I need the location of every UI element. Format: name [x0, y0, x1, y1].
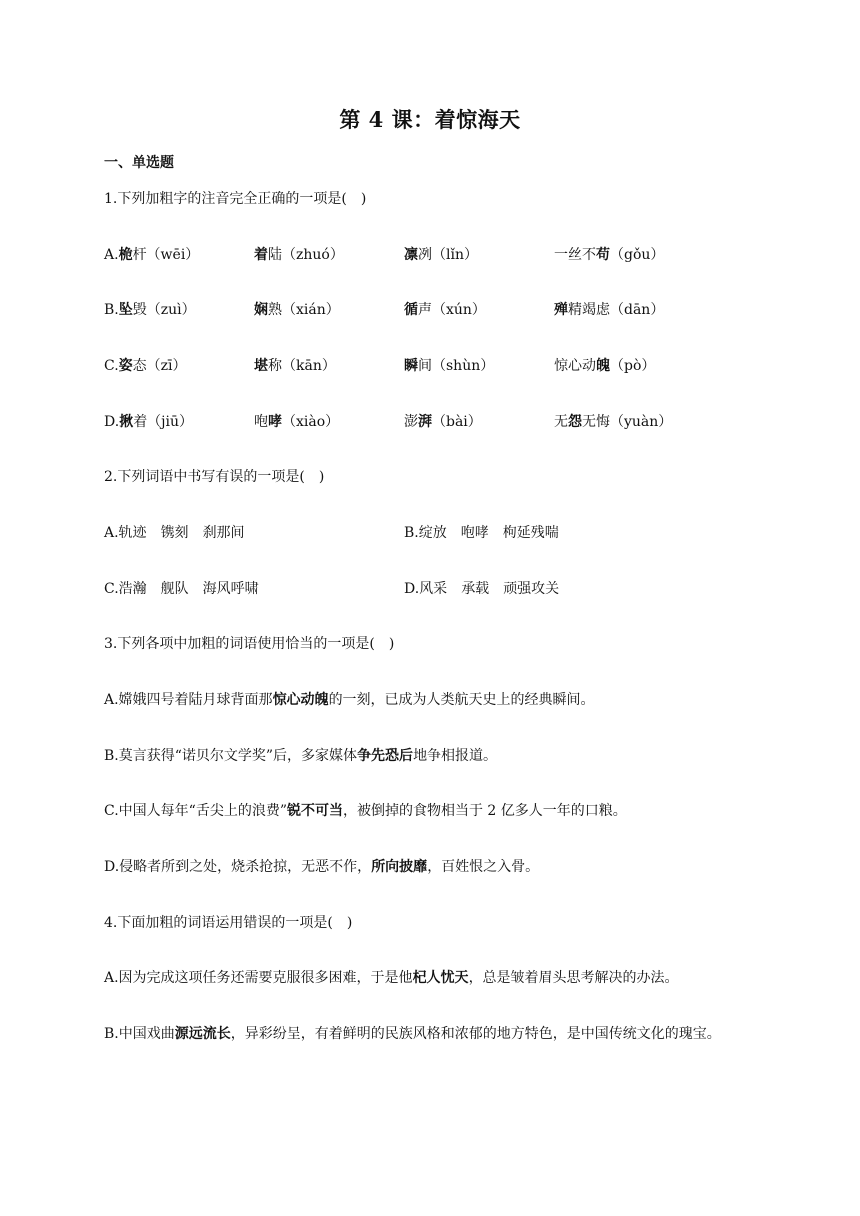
- q1-c-item-1: C.姿态（zī）: [104, 358, 187, 374]
- q4-option-b: B.中国戏曲源远流长，异彩纷呈，有着鲜明的民族风格和浓郁的地方特色，是中国传统文化的瑰宝。: [104, 1026, 721, 1042]
- q1-b-item-3: 循声（xún）: [404, 302, 486, 318]
- q1-c-item-3: 瞬间（shùn）: [404, 358, 495, 374]
- q1-a-item-4: 一丝不苟（gǒu）: [554, 247, 665, 263]
- q1-b-item-4: 殚精竭虑（dān）: [554, 302, 665, 318]
- q1-option-row-d: [104, 411, 764, 433]
- q1-a-item-2: 着陆（zhuó）: [254, 247, 344, 263]
- q1-d-item-1: D.揪着（jiū）: [104, 414, 194, 430]
- q3-option-d: D.侵略者所到之处，烧杀抢掠，无恶不作，所向披靡，百姓恨之入骨。: [104, 859, 540, 875]
- q2-option-b: B.绽放 咆哮 枸延残喘: [404, 525, 559, 541]
- q4-option-a: A.因为完成这项任务还需要克服很多困难，于是他杞人忧天，总是皱着眉头思考解决的办法。: [104, 970, 679, 986]
- question-3-stem: 3.下列各项中加粗的词语使用恰当的一项是( ): [104, 636, 395, 652]
- page-title: 第 4 课：着惊海天: [339, 107, 521, 132]
- q2-option-row-1: [104, 522, 764, 544]
- q3-option-a: A.嫦娥四号着陆月球背面那惊心动魄的一刻，已成为人类航天史上的经典瞬间。: [104, 692, 595, 708]
- q1-d-item-3: 澎湃（bài）: [404, 414, 482, 430]
- q1-d-item-2: 咆哮（xiào）: [254, 414, 340, 430]
- question-2-stem: 2.下列词语中书写有误的一项是( ): [104, 469, 325, 485]
- q1-b-item-2: 娴熟（xián）: [254, 302, 340, 318]
- q1-option-row-b: [104, 299, 764, 321]
- q1-d-item-4: 无怨无悔（yuàn）: [554, 414, 673, 430]
- q3-option-b: B.莫言获得“诺贝尔文学奖”后，多家媒体争先恐后地争相报道。: [104, 748, 498, 764]
- q2-option-row-2: [104, 578, 764, 600]
- q1-b-item-1: B.坠毁（zuì）: [104, 302, 196, 318]
- section-heading: 一、单选题: [104, 155, 174, 171]
- question-4-stem: 4.下面加粗的词语运用错误的一项是( ): [104, 915, 353, 931]
- q2-option-a: A.轨迹 镌刻 刹那间: [104, 525, 245, 541]
- q1-option-row-c: [104, 355, 764, 377]
- q1-a-item-3: 凛冽（lǐn）: [404, 247, 478, 263]
- q1-c-item-4: 惊心动魄（pò）: [554, 358, 656, 374]
- q1-option-row-a: [104, 244, 764, 266]
- q2-option-d: D.风采 承载 顽强攻关: [404, 581, 560, 597]
- q3-option-c: C.中国人每年“舌尖上的浪费”锐不可当，被倒掉的食物相当于 2 亿多人一年的口粮。: [104, 803, 627, 819]
- q2-option-c: C.浩瀚 舰队 海风呼啸: [104, 581, 259, 597]
- question-1-stem: 1.下列加粗字的注音完全正确的一项是( ): [104, 191, 367, 207]
- q1-c-item-2: 堪称（kān）: [254, 358, 336, 374]
- q1-a-item-1: A.桅杆（wēi）: [104, 247, 200, 263]
